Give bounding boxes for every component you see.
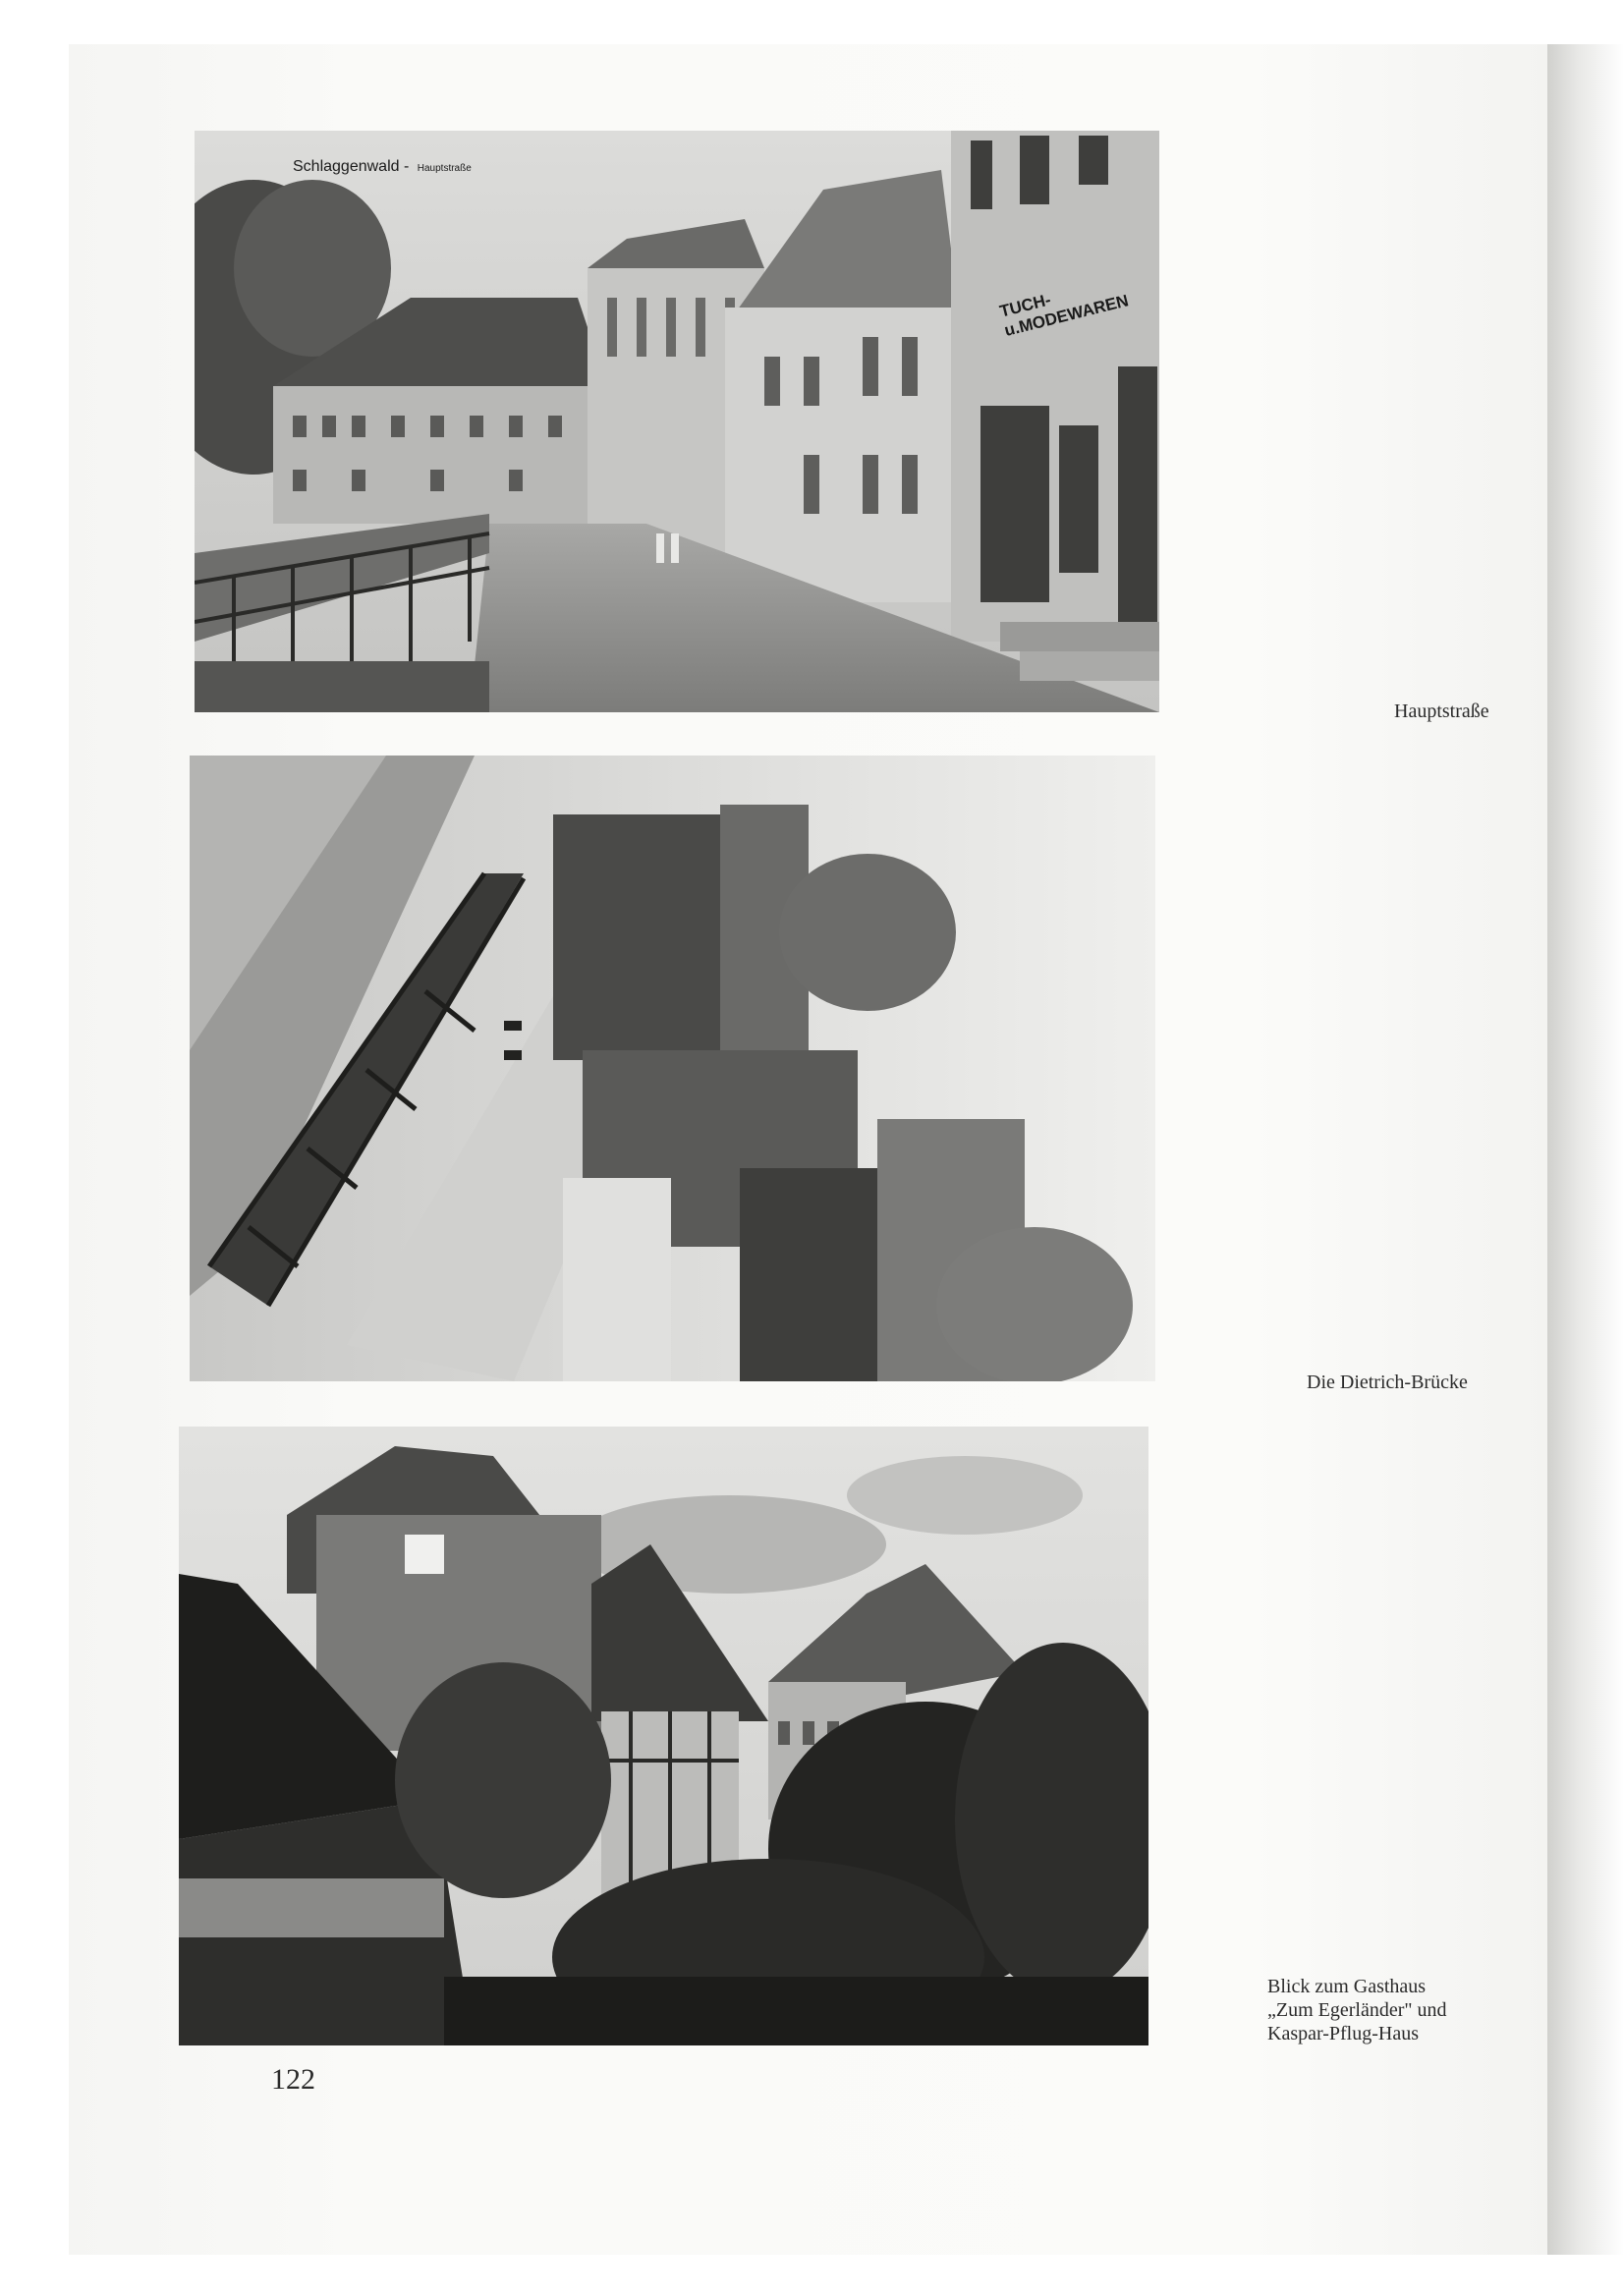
postcard-inscription — [293, 158, 472, 176]
photo-gasthaus-image — [179, 1427, 1148, 2045]
caption-gasthaus-line-2: „Zum Egerländer" und — [1267, 1999, 1447, 2021]
inscription-place: Schlaggenwald — [293, 158, 400, 175]
inscription-street: Hauptstraße — [417, 163, 472, 174]
caption-dietrich-bruecke: Die Dietrich-Brücke — [1307, 1372, 1468, 1393]
inscription-separator: - — [403, 158, 410, 175]
photo-hauptstrasse-image — [195, 131, 1159, 712]
photo-dietrich-bruecke — [190, 756, 1155, 1381]
photo-gasthaus — [179, 1427, 1148, 2045]
photo-hauptstrasse — [195, 131, 1159, 712]
caption-hauptstrasse: Hauptstraße — [1394, 700, 1489, 722]
page-edge — [1547, 44, 1624, 2255]
page-number: 122 — [271, 2063, 315, 2096]
shop-sign: TUCH-u.MODEWAREN — [997, 290, 1131, 341]
caption-gasthaus-line-3: Kaspar-Pflug-Haus — [1267, 2023, 1420, 2044]
caption-gasthaus-line-1: Blick zum Gasthaus — [1267, 1976, 1427, 1997]
photo-dietrich-bruecke-image — [190, 756, 1155, 1381]
caption-gasthaus — [1267, 1975, 1447, 2045]
